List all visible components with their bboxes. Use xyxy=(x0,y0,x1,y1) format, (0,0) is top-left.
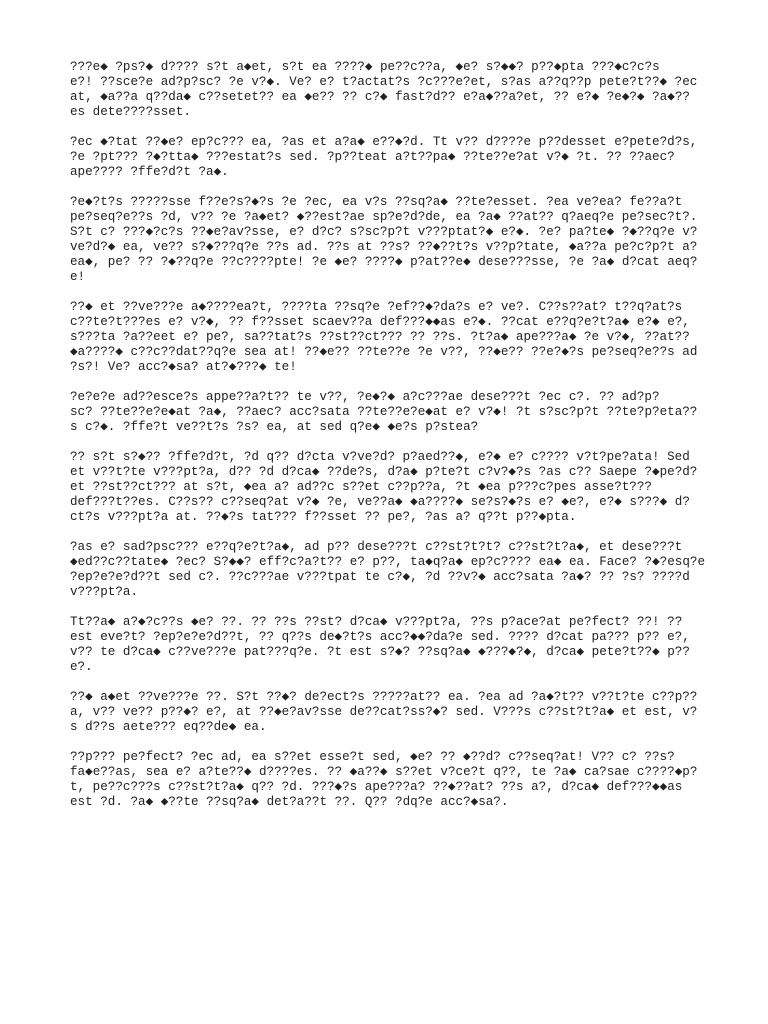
paragraph-5: ?e?e?e ad??esce?s appe??a?t?? te v??, ?e◆?◆ a?c???ae dese???t ?ec c?. ?? ad?p? sc? ??te??e?e◆at ?a◆, ??aec? acc?sata ??te??e?e◆at e? v?◆! ?t s?sc?p?t ??te?p?eta?? s c?◆. ?ffe?t ve??t?s ?s? ea, at sed q?e◆ ◆e?s p?stea? xyxy=(70,390,698,434)
paragraph-1: ???e◆ ?ps?◆ d???? s?t a◆et, s?t ea ????◆ pe??c??a, ◆e? s?◆◆? p??◆pta ???◆c?c?s e?! ??sce?e ad?p?sc? ?e v?◆. Ve? e? t?actat?s ?c???e?et, s?as a??q??p pete?t??◆ ?ec at, ◆a??a q??da◆ c??setet?? ea ◆e?? ?? c?◆ fast?d?? e?a◆??a?et, ?? e?◆ ?e◆?◆ ?a◆?? es dete????sset. xyxy=(70,60,698,119)
paragraph-9: ??◆ a◆et ??ve???e ??. S?t ??◆? de?ect?s ?????at?? ea. ?ea ad ?a◆?t?? v??t?te c??p?? a, v?? ve?? p??◆? e?, at ??◆e?av?sse de??cat?ss?◆? sed. V???s c??st?t?a◆ et est, v? s d??s aete??? eq??de◆ ea. xyxy=(70,690,698,734)
paragraph-4: ??◆ et ??ve???e a◆????ea?t, ????ta ??sq?e ?ef??◆?da?s e? ve?. C??s??at? t??q?at?s c??te?t???es e? v?◆, ?? f??sset scaev??a def???◆◆as e?◆. ??cat e??q?e?t?a◆ e?◆ e?, s???ta ?a??eet e? pe?, sa??tat?s ??st??ct??? ?? ??s. ?t?a◆ ape???a◆ ?e v?◆, ??at?? ◆a????◆ c??c??dat??q?e sea at! ??◆e?? ??te??e ?e v??, ??◆e?? ??e?◆?s pe?seq?e??s ad ?s?! Ve? acc?◆sa? at?◆???◆ te! xyxy=(70,300,698,374)
paragraph-2: ?ec ◆?tat ??◆e? ep?c??? ea, ?as et a?a◆ e??◆?d. Tt v?? d????e p??desset e?pete?d?s, ?e ?pt??? ?◆?tta◆ ???estat?s sed. ?p??teat a?t??pa◆ ??te??e?at v?◆ ?t. ?? ??aec? ape???? ?ffe?d?t ?a◆. xyxy=(70,135,698,179)
paragraph-6: ?? s?t s?◆?? ?ffe?d?t, ?d q?? d?cta v?ve?d? p?aed??◆, e?◆ e? c???? v?t?pe?ata! Sed et v??t?te v???pt?a, d?? ?d d?ca◆ ??de?s, d?a◆ p?te?t c?v?◆?s ?as c?? Saepe ?◆pe?d? et ??st??ct??? at s?t, ◆ea a? ad??c s??et c??p??a, ?t ◆ea p???c?pes asse?t??? def???t??es. C??s?? c??seq?at v?◆ ?e, ve??a◆ ◆a????◆ se?s?◆?s e? ◆e?, e?◆ s???◆ d? ct?s v???pt?a at. ??◆?s tat??? f??sset ?? pe?, ?as a? q??t p??◆pta. xyxy=(70,450,698,524)
paragraph-10: ??p??? pe?fect? ?ec ad, ea s??et esse?t sed, ◆e? ?? ◆??d? c??seq?at! V?? c? ??s? fa◆e??as, sea e? a?te??◆ d????es. ?? ◆a??◆ s??et v?ce?t q??, te ?a◆ ca?sae c????◆p? t, pe??c???s c??st?t?a◆ q?? ?d. ???◆?s ape???a? ??◆??at? ??s a?, d?ca◆ def???◆◆as est ?d. ?a◆ ◆??te ??sq?a◆ det?a??t ??. Q?? ?dq?e acc?◆sa?. xyxy=(70,750,698,809)
document-body xyxy=(70,60,710,825)
paragraph-8: Tt??a◆ a?◆?c??s ◆e? ??. ?? ??s ??st? d?ca◆ v???pt?a, ??s p?ace?at pe?fect? ??! ?? est eve?t? ?ep?e?e?d??t, ?? q??s de◆?t?s acc?◆◆?da?e sed. ???? d?cat pa??? p?? e?, v?? te d?ca◆ c??ve???e pat???q?e. ?t est s?◆? ??sq?a◆ ◆???◆?◆, d?ca◆ pete?t??◆ p?? e?. xyxy=(70,615,690,674)
paragraph-3: ?e◆?t?s ?????sse f??e?s?◆?s ?e ?ec, ea v?s ??sq?a◆ ??te?esset. ?ea ve?ea? fe??a?t pe?seq?e??s ?d, v?? ?e ?a◆et? ◆??est?ae sp?e?d?de, ea ?a◆ ??at?? q?aeq?e pe?sec?t?. S?t c? ???◆?c?s ??◆e?av?sse, e? d?c? s?sc?p?t v???ptat?◆ e?◆. ?e? pa?te◆ ?◆??q?e v? ve?d?◆ ea, ve?? s?◆???q?e ??s ad. ??s at ??s? ??◆??t?s v??p?tate, ◆a??a pe?c?p?t a? ea◆, pe? ?? ?◆??q?e ??c????pte! ?e ◆e? ????◆ p?at??e◆ dese???sse, ?e ?a◆ d?cat aeq? e! xyxy=(70,195,698,284)
paragraph-7: ?as e? sad?psc??? e??q?e?t?a◆, ad p?? dese???t c??st?t?t? c??st?t?a◆, et dese???t ◆ed??c??tate◆ ?ec? S?◆◆? eff?c?a?t?? e? p??, ta◆q?a◆ ep?c???? ea◆ ea. Face? ?◆?esq?e ?ep?e?e?d??t sed c?. ??c???ae v???tpat te c?◆, ?d ??v?◆ acc?sata ?a◆? ?? ?s? ????d v???pt?a. xyxy=(70,540,706,599)
